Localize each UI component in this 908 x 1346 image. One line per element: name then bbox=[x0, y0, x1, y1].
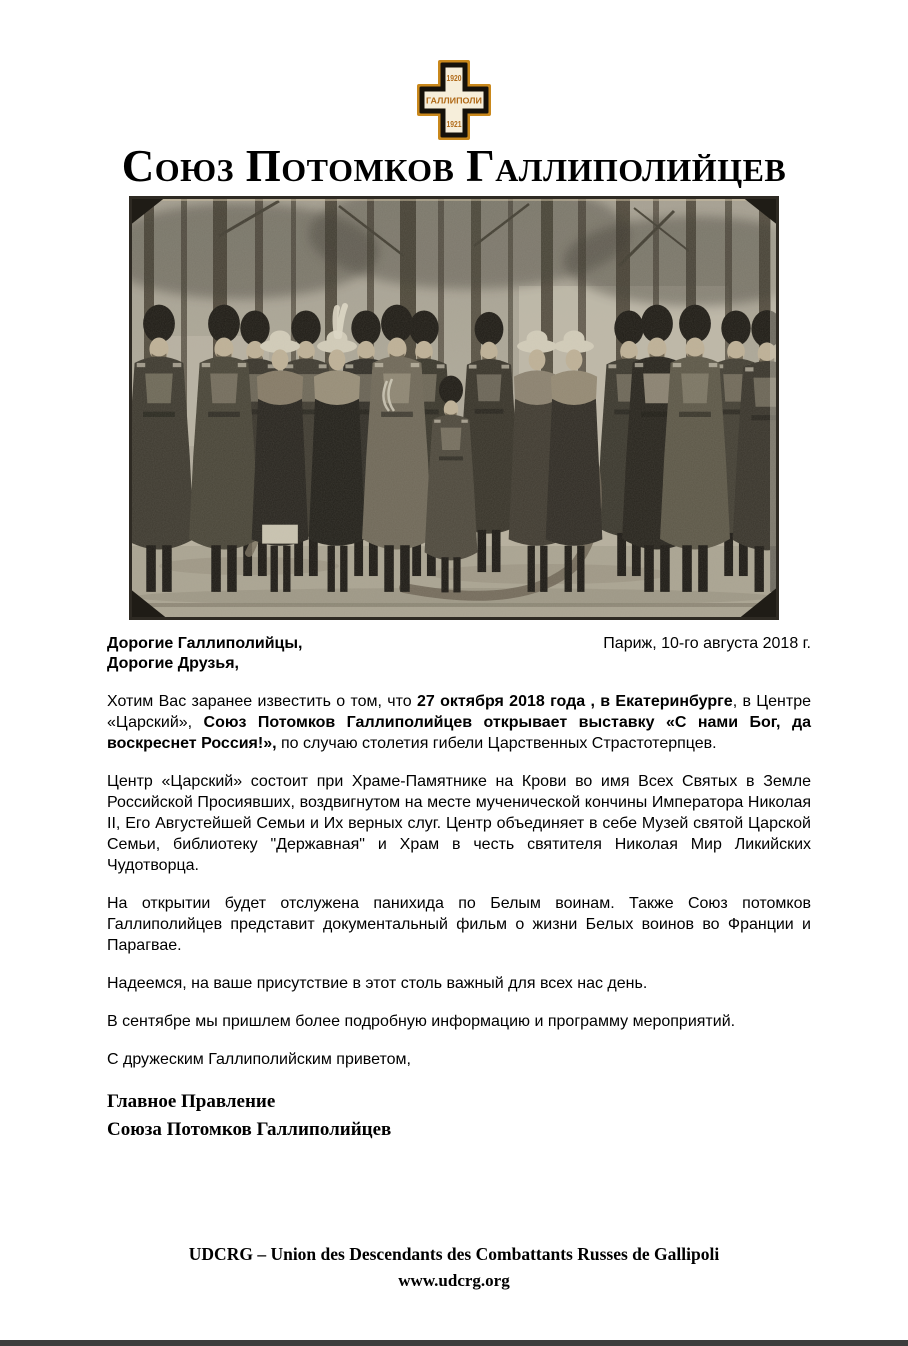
signature-block bbox=[107, 1088, 811, 1145]
page-title: Союз Потомков Галлиполийцев bbox=[121, 141, 787, 191]
signature-line-2: Союза Потомков Галлиполийцев bbox=[107, 1119, 392, 1141]
salutation-line-2: Дорогие Друзья, bbox=[107, 655, 239, 673]
text-run-bold: 27 октября 2018 года , в Екатеринбурге bbox=[417, 693, 733, 711]
footer-website: www.udcrg.org bbox=[398, 1271, 510, 1290]
footer-org-name: UDCRG – Union des Descendants des Combattants Russes de Gallipoli bbox=[188, 1244, 720, 1264]
photo-grain bbox=[129, 196, 779, 620]
salutation-line-1: Дорогие Галлиполийцы, bbox=[107, 634, 303, 652]
dateline: Париж, 10-го августа 2018 г. bbox=[603, 634, 811, 652]
footer bbox=[0, 1244, 908, 1291]
salutation-block bbox=[107, 634, 303, 676]
text-run: по случаю столетия гибели Царственных Страстотерпцев. bbox=[276, 735, 717, 753]
text-run: Хотим Вас заранее известить о том, что bbox=[107, 693, 417, 711]
signature-line-1: Главное Правление bbox=[107, 1090, 276, 1112]
logo-year-bottom: 1921 bbox=[446, 120, 462, 129]
paragraph-september: В сентябре мы пришлем более подробную информацию и программу мероприятий. bbox=[107, 1012, 736, 1030]
logo-name: ГАЛЛИПОЛИ bbox=[426, 95, 482, 106]
text-run-bold: Союз Потомков Галлиполийцев открывает выставку «С нами Бог, да воскреснет Россия!», bbox=[107, 714, 811, 753]
historic-group-photo bbox=[129, 196, 779, 620]
logo-year-top: 1920 bbox=[446, 74, 462, 83]
paragraph-tsarsky-center: Центр «Царский» состоит при Храме-Памятнике на Крови во имя Всех Святых в Земле Российской Просиявших, воздвигнутом на месте мученической кончины Императора Николая II, Его Августейшей Семьи и Их верных слуг. Центр объединяет в себе Музей святой Царской Семьи, библиотеку "Державная" и Храм в честь святителя Николая Мир Ликийских Чудотворца. bbox=[107, 773, 811, 875]
salutation-row bbox=[107, 634, 811, 676]
paragraph-panikhida: На открытии будет отслужена панихида по Белым воинам. Также Союз потомков Галлиполийцев представит документальный фильм о жизни Белых воинов во Франции и Парагвае. bbox=[107, 895, 811, 954]
text-run: , в Центре «Царский», bbox=[107, 693, 811, 732]
letter-body bbox=[107, 634, 811, 1145]
paragraph-closing: С дружеским Галлиполийским приветом, bbox=[107, 1050, 411, 1068]
page-bottom-edge bbox=[0, 1340, 908, 1346]
photo-frame bbox=[129, 196, 779, 620]
paragraph-hope: Надеемся, на ваше присутствие в этот столь важный для всех нас день. bbox=[107, 974, 648, 992]
paragraph-announcement bbox=[107, 692, 811, 755]
gallipoli-cross-logo bbox=[416, 60, 492, 140]
